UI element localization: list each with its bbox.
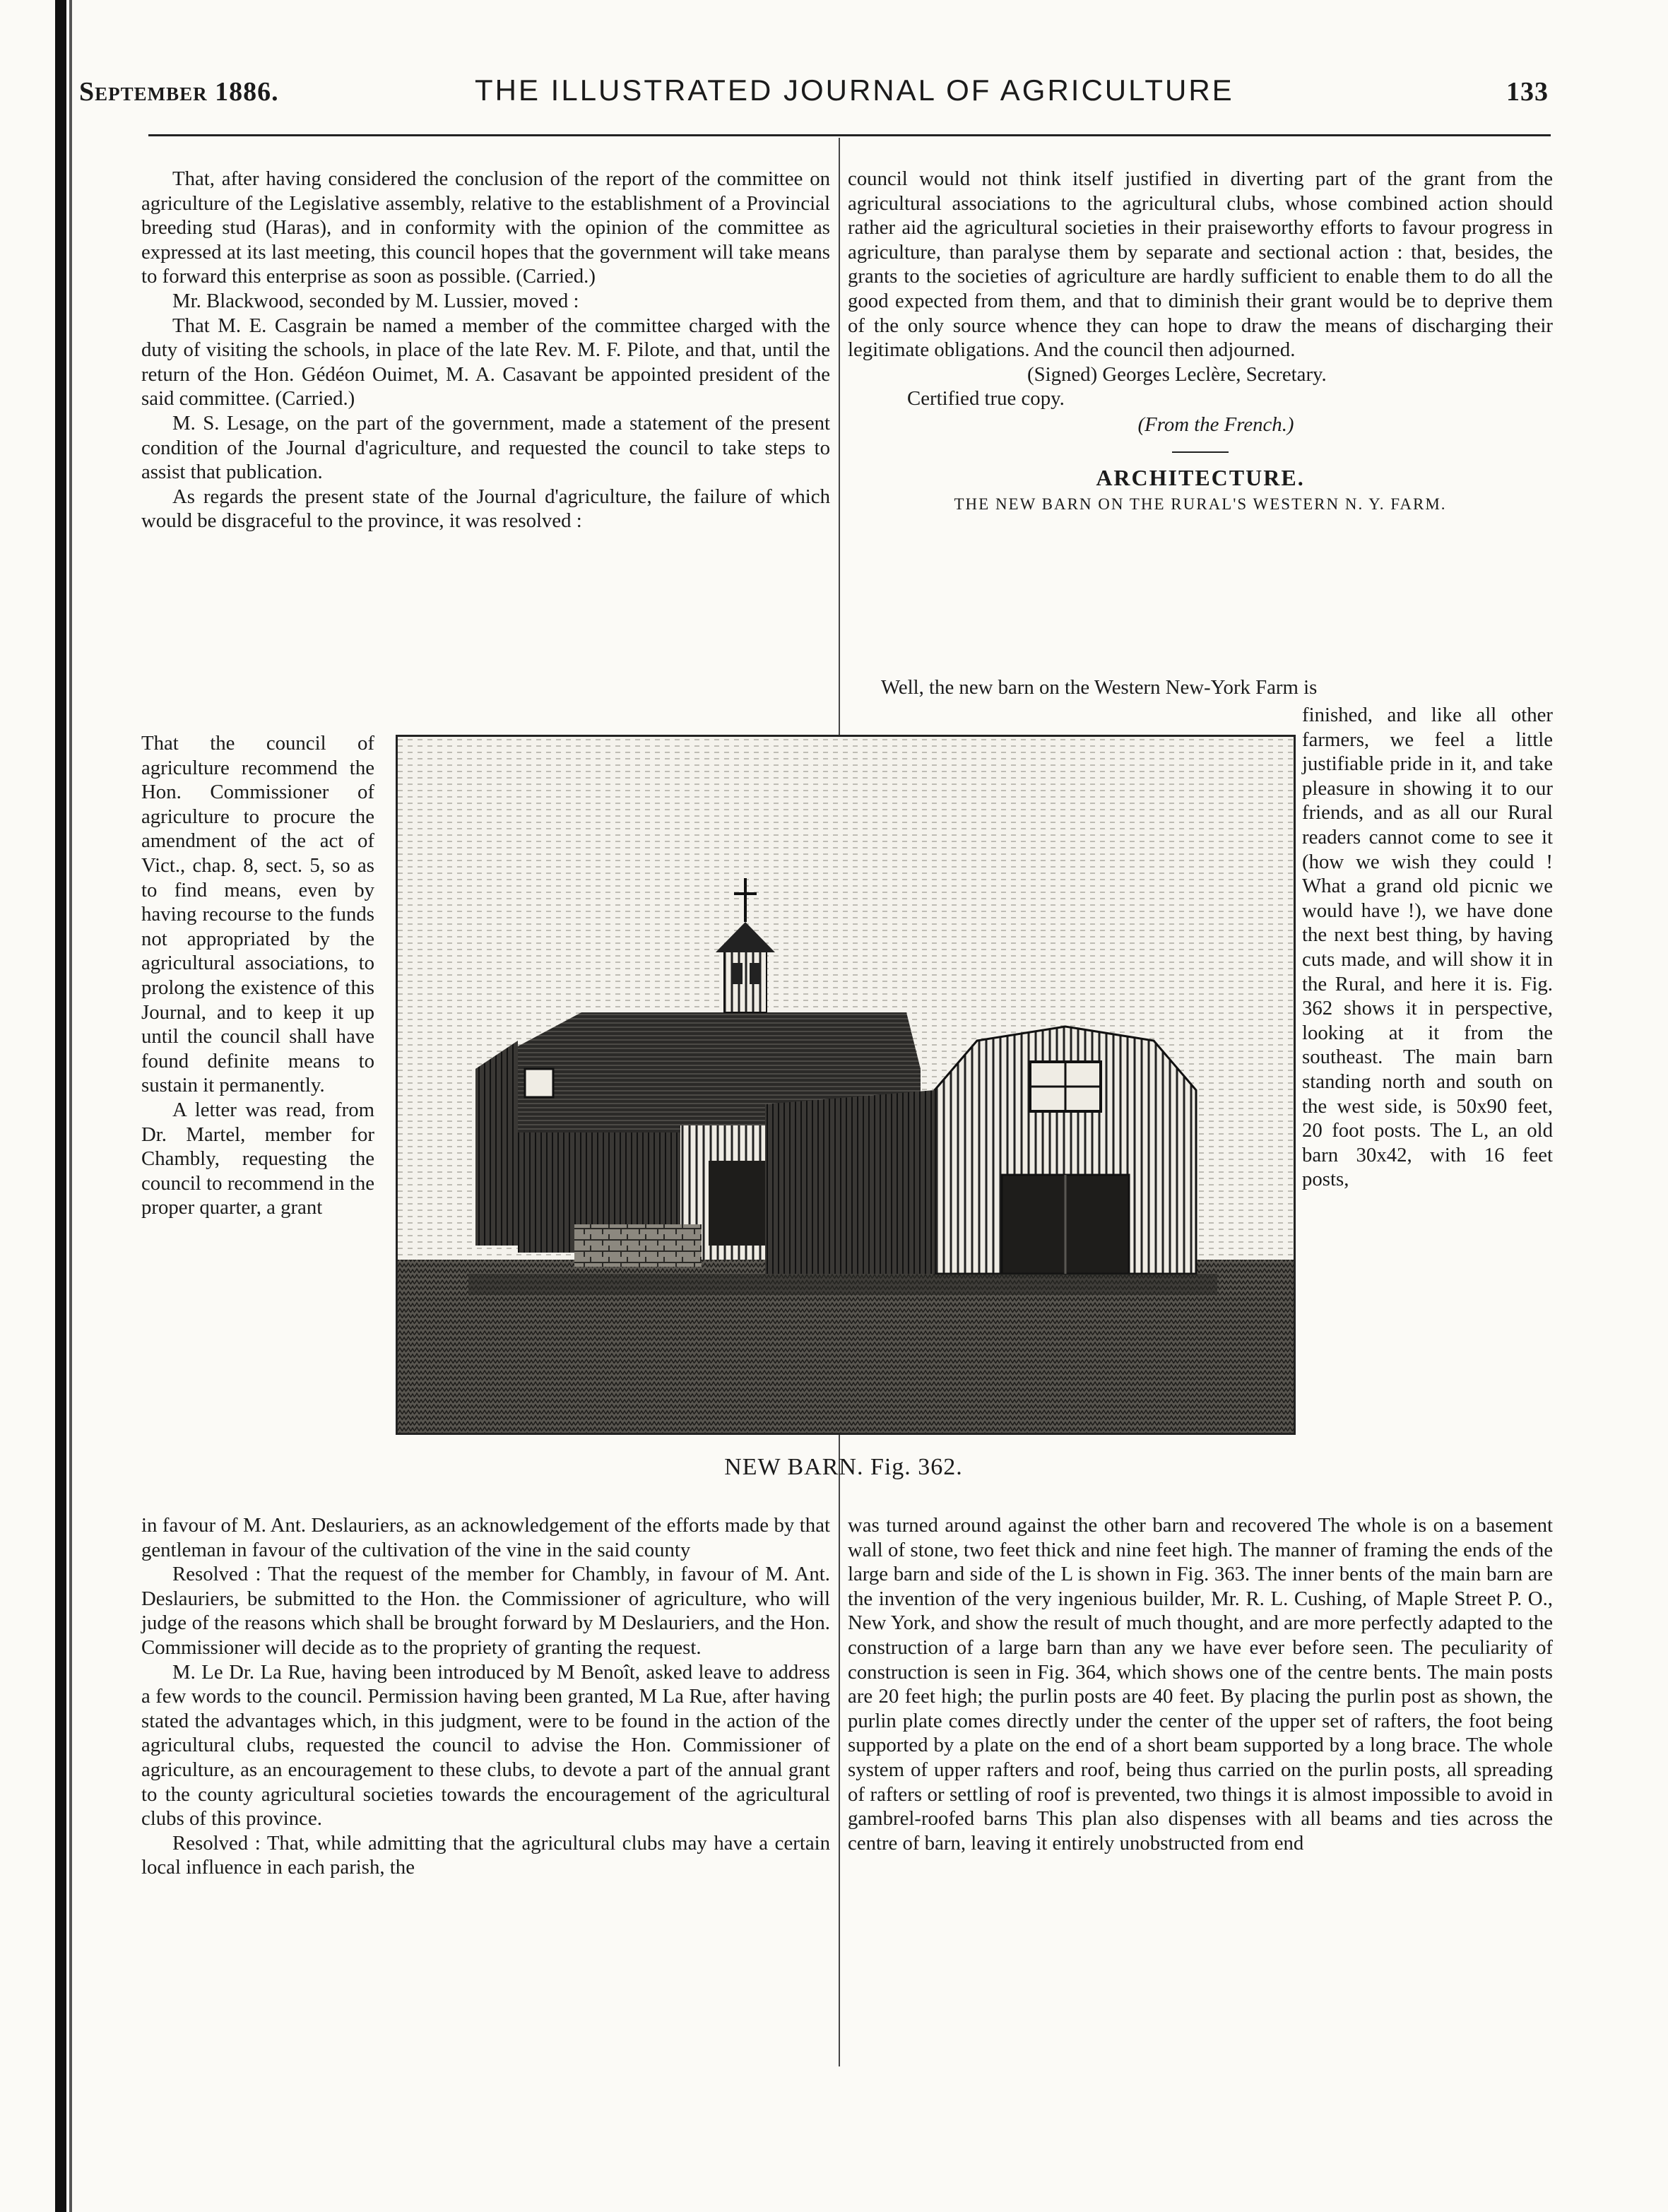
article-intro-line: Well, the new barn on the Western New-York Farm is (881, 676, 1318, 699)
barn-illustration (396, 735, 1296, 1435)
paragraph-council-recommend: That the council of agriculture recommend the Hon. Commissioner of agriculture to procure the amendment of the act of Vict., chap. 8, sect. 5, so as to find means, even by having recourse to the funds not appropriated by the agricultural associations, to prolong the existence of this Journal, and to keep it up until the council shall have found definite means to sustain it permanently. (141, 732, 374, 1097)
page-number: 133 (1506, 77, 1549, 107)
right-column-lower (848, 1513, 1553, 1855)
section-rule (1172, 451, 1229, 453)
journal-title: THE ILLUSTRATED JOURNAL OF AGRICULTURE (475, 73, 1234, 107)
paragraph-casgrain: That M. E. Casgrain be named a member of the committee charged with the duty of visiting the schools, in place of the late Rev. M. F. Pilote, and that, until the return of the Hon. Gédéon Ouimet, M. A. Casavant be appointed president of the said committee. (Carried.) (141, 314, 830, 410)
paragraph-deslauriers: in favour of M. Ant. Deslauriers, as an acknowledgement of the efforts made by that gentleman in favour of the cultivation of the vine in the said county (141, 1514, 830, 1561)
paragraph-blackwood-motion: Mr. Blackwood, seconded by M. Lussier, moved : (172, 289, 579, 312)
left-column-narrow (141, 731, 374, 1220)
signature-line: (Signed) Georges Leclère, Secretary. (1027, 362, 1327, 386)
translation-note: (From the French.) (1137, 413, 1294, 436)
paragraph-martel-letter: A letter was read, from Dr. Martel, member for Chambly, requesting the council to recommend in the proper quarter, a grant (141, 1098, 374, 1219)
issue-date: September 1886. (79, 77, 279, 107)
right-column-narrow (1302, 703, 1553, 1192)
article-subheading: THE NEW BARN ON THE RURAL'S WESTERN N. Y. FARM. (954, 495, 1447, 514)
binding-edge (55, 0, 66, 2212)
paragraph-resolved-chambly: Resolved : That the request of the member for Chambly, in favour of M. Ant. Deslauriers, be submitted to the Hon. the Commissioner of agriculture, who will judge of the reasons which shall be brought forward by M Deslauriers, and the Hon. Commissioner will decide as to the propriety of granting the request. (141, 1563, 830, 1659)
header-rule (148, 134, 1551, 136)
paragraph-lesage: M. S. Lesage, on the part of the government, made a statement of the present condition of the Journal d'agriculture, and requested the council to take steps to assist that publication. (141, 411, 830, 484)
right-column-upper (848, 167, 1553, 517)
paragraph-haras: That, after having considered the conclusion of the report of the committee on agriculture of the Legislative assembly, relative to the establishment of a Provincial breeding stud (Haras), and in conformity with the opinion of the committee as expressed at its last meeting, this council hopes that the government will take means to forward this enterprise as soon as possible. (Carried.) (141, 167, 830, 288)
left-column-upper (141, 167, 830, 533)
running-header (79, 71, 1549, 113)
certified-copy: Certified true copy. (907, 387, 1065, 410)
figure-caption: NEW BARN. Fig. 362. (724, 1454, 963, 1480)
paragraph-council-grant: council would not think itself justified in diverting part of the grant from the agricultural associations to the agricultural clubs, whose combined action should rather aid the agricultural societies in their praiseworthy efforts to favour progress in agriculture, than paralyse them by separate and sectional action : that, besides, the grants to the societies of agriculture are hardly sufficient to enable them to do all the good expected from them, and that to diminish their grant would be to deprive them of the only source whence they can hope to draw the means of discharging their legitimate obligations. And the council then adjourned. (848, 167, 1553, 362)
left-column-lower (141, 1513, 830, 1880)
paragraph-la-rue: M. Le Dr. La Rue, having been introduced by M Benoît, asked leave to address a few words to the council. Permission having been granted, M La Rue, after having stated the advantages which, in this judgment, were to be found in the action of the agricultural clubs, requested the council to advise the Hon. Commissioner of agriculture, as an encouragement to these clubs, to devote a part of the annual grant to the county agricultural societies towards the encouragement of the agricultural clubs of this province. (141, 1660, 830, 1830)
binding-edge-shadow (69, 0, 72, 2212)
paragraph-resolved-clubs: Resolved : That, while admitting that the agricultural clubs may have a certain local influence in each parish, the (141, 1831, 830, 1879)
section-title-architecture: ARCHITECTURE. (1096, 464, 1305, 490)
paragraph-barn-construction: was turned around against the other barn and recovered The whole is on a basement wall of stone, two feet thick and nine feet high. The manner of framing the ends of the large barn and side of the L is shown in Fig. 363. The inner bents of the main barn are the invention of the very ingenious builder, Mr. R. L. Cushing, of Maple Street P. O., New York, and show the result of much thought, and are more perfectly adapted to the construction of a large barn than any we have ever before seen. The peculiarity of construction is seen in Fig. 364, which shows one of the centre bents. The main posts are 20 feet high; the purlin posts are 40 feet. By placing the purlin post as shown, the purlin plate comes directly under the center of the upper set of rafters, the foot being supported by a plate on the end of a short beam supported by a long brace. The whole system of upper rafters and roof, being thus carried on the purlin posts, all spreading of rafters or settling of roof is prevented, two things it is almost impossible to avoid in gambrel-roofed barns This plan also dispenses with all beams and ties across the centre of barn, leaving it entirely unobstructed from end (848, 1514, 1553, 1855)
paragraph-journal-resolved: As regards the present state of the Journal d'agriculture, the failure of which would be disgraceful to the province, it was resolved : (141, 485, 830, 533)
paragraph-barn-description: finished, and like all other farmers, we feel a little justifiable pride in it, and take pleasure in showing it to our friends, and as all our Rural readers cannot come to see it (how we wish they could ! What a grand old picnic we would have !), we have done the next best thing, by having cuts made, and will show it in the Rural, and here it is. Fig. 362 shows it in perspective, looking at it from the southeast. The main barn standing north and south on the west side, is 50x90 feet, 20 foot posts. The L, an old barn 30x42, with 16 feet posts, (1302, 704, 1553, 1191)
